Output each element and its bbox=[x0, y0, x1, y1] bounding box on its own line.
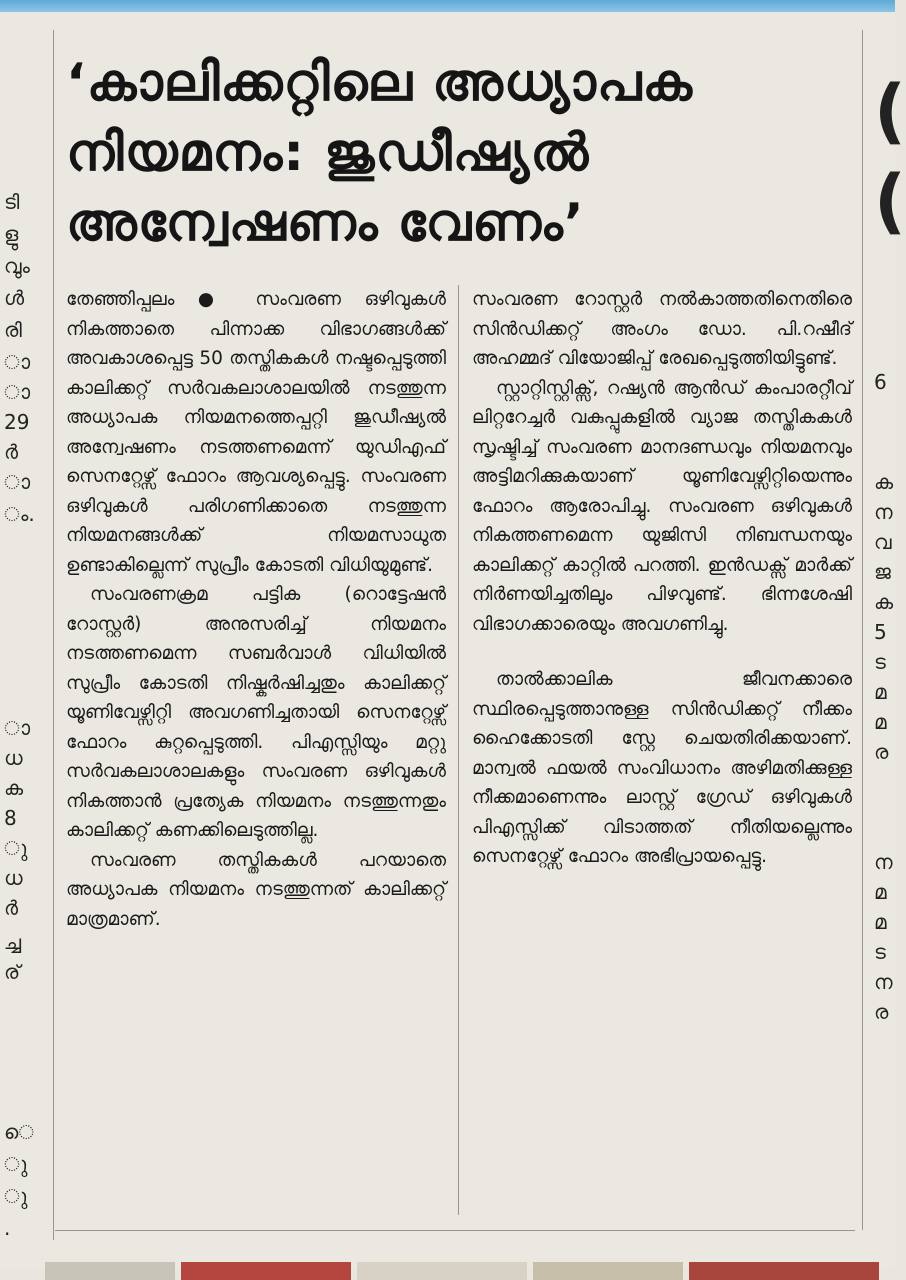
top-color-band bbox=[0, 0, 895, 12]
advert-fragment bbox=[45, 1262, 175, 1280]
edge-fragment: ർ bbox=[4, 896, 18, 920]
edge-fragment: ം. bbox=[4, 502, 35, 526]
edge-fragment: ധ bbox=[4, 746, 23, 770]
adjacent-article-right bbox=[870, 60, 906, 1160]
edge-fragment: ളു bbox=[4, 222, 19, 246]
edge-fragment: ( bbox=[874, 160, 906, 242]
edge-fragment: ട bbox=[874, 650, 886, 674]
article-column-right bbox=[472, 285, 852, 872]
edge-fragment: ാ bbox=[4, 470, 31, 494]
headline-line: നിയമനം: ജുഡീഷ്യൽ bbox=[66, 123, 590, 183]
edge-fragment: ന bbox=[874, 500, 893, 524]
edge-fragment: ർ bbox=[4, 440, 18, 464]
right-column-rule bbox=[862, 30, 863, 1230]
edge-fragment: ടി bbox=[4, 190, 20, 214]
edge-fragment: ന bbox=[874, 970, 893, 994]
edge-fragment: ട bbox=[874, 940, 886, 964]
advert-fragment bbox=[357, 1262, 527, 1280]
edge-fragment: ക bbox=[874, 590, 894, 614]
bottom-rule bbox=[55, 1230, 855, 1231]
edge-fragment: മ bbox=[874, 880, 887, 904]
edge-fragment: വും bbox=[4, 254, 30, 278]
edge-fragment: ാ bbox=[4, 716, 31, 740]
left-column-rule bbox=[53, 30, 54, 1240]
edge-fragment: ു bbox=[4, 1152, 28, 1176]
edge-fragment: 29 bbox=[4, 410, 30, 434]
edge-fragment: മ bbox=[874, 910, 887, 934]
edge-fragment: വ bbox=[874, 530, 892, 554]
headline-line: ‘കാലിക്കറ്റിലെ അധ്യാപക bbox=[66, 53, 693, 113]
article-paragraph: സംവരണ റോസ്റ്റർ നൽകാത്തതിനെതിരെ സിൻഡിക്കറ്റ് അംഗം ഡോ. പി.റഷീദ് അഹമ്മദ് വിയോജിപ്പ് രേഖപ്പെടുത്തിയിട്ടുണ്ട്. bbox=[472, 289, 852, 369]
advert-fragment bbox=[181, 1262, 351, 1280]
edge-fragment: ര് bbox=[4, 960, 21, 984]
edge-fragment: ( bbox=[874, 70, 906, 152]
article-paragraph: തേഞ്ഞിപ്പലം ● സംവരണ ഒഴിവുകൾ നികത്താതെ പിന്നാക്ക വിഭാഗങ്ങൾക്ക് അവകാശപ്പെട്ട 50 തസ്തികകൾ നഷ്ടപ്പെടുത്തി കാലിക്കറ്റ് സർവകലാശാലയിൽ നടത്തുന്ന അധ്യാപക നിയമനത്തെപ്പറ്റി ജുഡീഷ്യൽ അന്വേഷണം നടത്തണമെന്ന് യുഡിഎഫ് സെനറ്റേഴ്സ് ഫോറം ആവശ്യപ്പെട്ടു. സംവരണ ഒഴിവുകൾ പരിഗണിക്കാതെ നടത്തുന്ന നിയമനങ്ങൾക്ക് നിയമസാധുത ഉണ്ടാകില്ലെന്ന് സുപ്രീം കോടതി വിധിയുമുണ്ട്. bbox=[66, 289, 446, 576]
edge-fragment: 6 bbox=[874, 370, 887, 394]
edge-fragment: 8 bbox=[4, 806, 17, 830]
edge-fragment: ര bbox=[874, 740, 889, 764]
advert-fragment bbox=[689, 1262, 879, 1280]
article-paragraph: സംവരണക്രമ പട്ടിക (റൊട്ടേഷൻ റോസ്റ്റർ) അനുസരിച്ച് നിയമനം നടത്തണമെന്ന സബർവാൾ വിധിയിൽ സുപ്രീം കോടതി നിഷ്കർഷിച്ചതും കാലിക്കറ്റ് യൂണിവേഴ്സിറ്റി അവഗണിച്ചതായി സെനറ്റേഴ്സ് ഫോറം കുറ്റപ്പെടുത്തി. പിഎസ്സിയും മറ്റു സർവകലാശാലകളും സംവരണ ഒഴിവുകൾ നികത്താൻ പ്രത്യേക നിയമനം നടത്തുന്നതും കാലിക്കറ്റ് കണക്കിലെടുത്തില്ല. bbox=[66, 584, 446, 841]
edge-fragment: ൾ bbox=[4, 286, 25, 310]
edge-fragment: രി bbox=[4, 318, 22, 342]
edge-fragment: ര bbox=[874, 1000, 889, 1024]
edge-fragment: െ bbox=[4, 1120, 35, 1144]
article-column-left bbox=[66, 285, 446, 934]
edge-fragment: ന bbox=[874, 850, 893, 874]
advert-fragment bbox=[533, 1262, 683, 1280]
article-paragraph: താൽക്കാലിക ജീവനക്കാരെ സ്ഥിരപ്പെടുത്താനുള്ള സിൻഡിക്കറ്റ് നീക്കം ഹൈക്കോടതി സ്റ്റേ ചെയതിരിക്കയാണ്. മാന്വൽ ഫയൽ സംവിധാനം അഴിമതിക്കുള്ള നീക്കമാണെന്നും ലാസ്റ്റ് ഗ്രേഡ് ഒഴിവുകൾ പിഎസ്സിക്ക് വിടാത്തത് നീതിയല്ലെന്നും സെനറ്റേഴ്സ് ഫോറം അഭിപ്രായപ്പെട്ടു. bbox=[472, 669, 852, 867]
article-paragraph: സംവരണ തസ്തികകൾ പറയാതെ അധ്യാപക നിയമനം നടത്തുന്നത് കാലിക്കറ്റ് മാത്രമാണ്. bbox=[66, 849, 446, 930]
edge-fragment: 5 bbox=[874, 620, 887, 644]
edge-fragment: . bbox=[4, 1216, 11, 1240]
headline-line: അന്വേഷണം വേണം’ bbox=[66, 193, 585, 253]
bottom-advert-strip bbox=[45, 1262, 895, 1280]
edge-fragment: ക bbox=[874, 470, 894, 494]
edge-fragment: ജ bbox=[874, 560, 891, 584]
edge-fragment: ാ bbox=[4, 350, 31, 374]
adjacent-article-left bbox=[0, 180, 40, 1260]
edge-fragment: ധ bbox=[4, 866, 23, 890]
edge-fragment: ു bbox=[4, 836, 28, 860]
edge-fragment: മ bbox=[874, 680, 887, 704]
edge-fragment: ാ bbox=[4, 380, 31, 404]
edge-fragment: ച്ച bbox=[4, 930, 22, 954]
edge-fragment: മ bbox=[874, 710, 887, 734]
edge-fragment: ക bbox=[4, 776, 24, 800]
article-headline bbox=[66, 48, 856, 258]
article-paragraph: സ്റ്റാറ്റിസ്റ്റിക്സ്, റഷ്യൻ ആൻഡ് കംപാരറ്റീവ് ലിറ്ററേച്ചർ വകുപ്പുകളിൽ വ്യാജ തസ്തികകൾ സൃഷ്ടിച്ച് സംവരണ മാനദണ്ഡവും നിയമനവും അട്ടിമറിക്കുകയാണ് യൂണിവേഴ്സിറ്റിയെന്നും ഫോറം ആരോപിച്ചു. സംവരണ ഒഴിവുകൾ നികത്തണമെന്ന യുജിസി നിബന്ധനയും കാലിക്കറ്റ് കാറ്റിൽ പറത്തി. ഇൻഡക്സ് മാർക്ക് നിർണയിച്ചതിലും പിഴവുണ്ട്. ഭിന്നശേഷി വിഭാഗക്കാരെയും അവഗണിച്ചു. bbox=[472, 377, 852, 635]
center-column-rule bbox=[458, 285, 459, 1215]
edge-fragment: ു bbox=[4, 1184, 28, 1208]
